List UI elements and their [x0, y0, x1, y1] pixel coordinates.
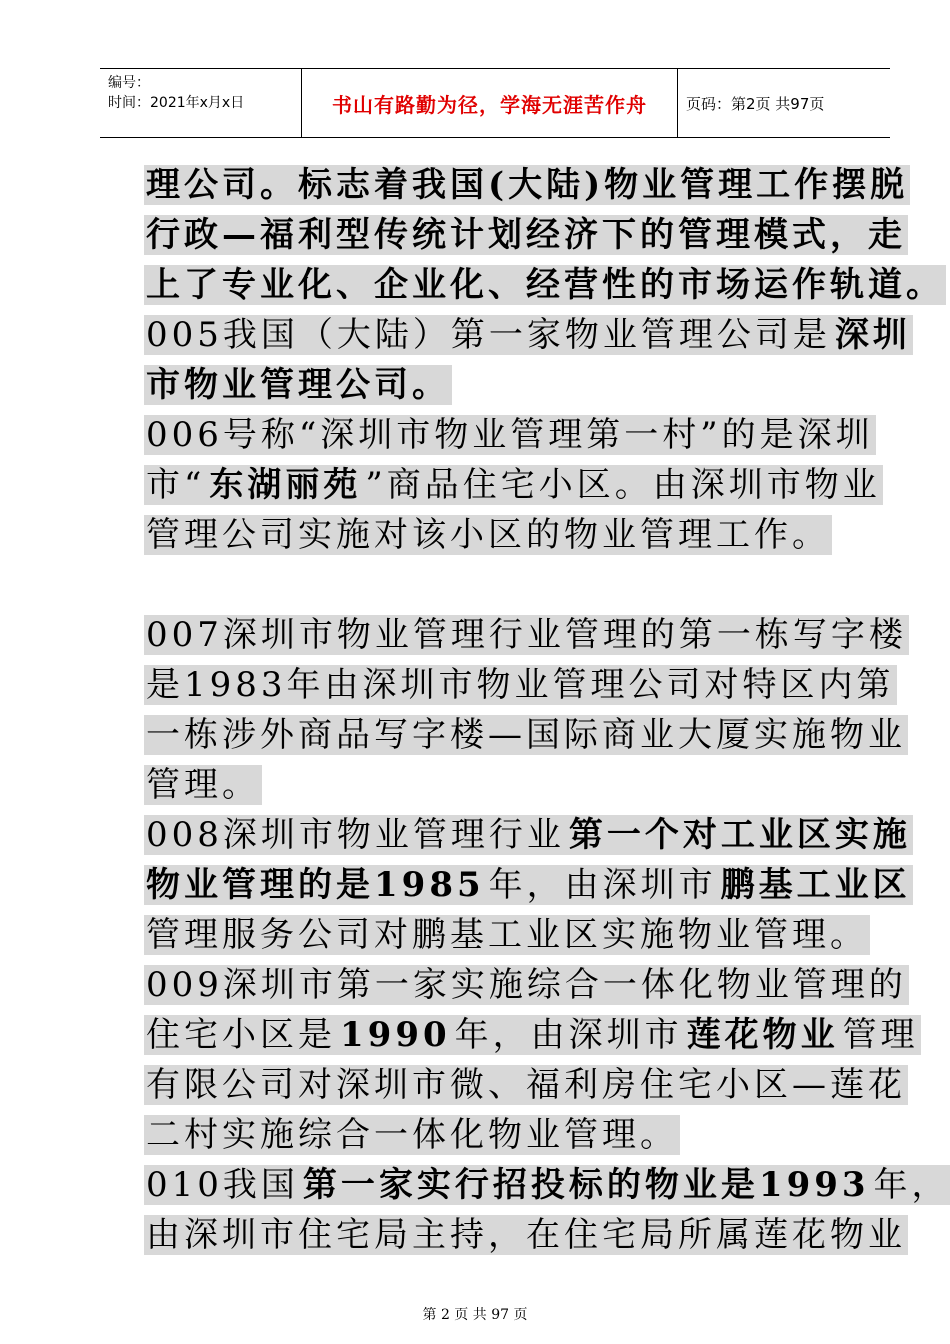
item-005: 005我国（大陆）第一家物业管理公司是 深圳	[146, 315, 911, 355]
text-line: 有限公司对深圳市微、福利房住宅小区—莲花	[146, 1065, 906, 1105]
item-008: 008深圳市物业管理行业 第一个对工业区实施	[146, 815, 911, 855]
text-line: 行政—福利型传统计划经济下的管理模式，走	[146, 215, 906, 255]
page-footer: 第 2 页 共 97 页	[422, 1307, 528, 1323]
time-label: 时间：2021年x月x日	[108, 95, 245, 111]
text-line: 理公司。标志着我国(大陆)物业管理工作摆脱	[146, 165, 909, 205]
text-line: 是1983年由深圳市物业管理公司对特区内第	[146, 665, 895, 705]
text-line: 管理公司实施对该小区的物业管理工作。	[146, 515, 830, 555]
text-line: 市“ 东湖丽苑 ”商品住宅小区。由深圳市物业	[146, 465, 881, 505]
text-line: 市物业管理公司。	[146, 365, 450, 405]
text-line: 物业管理的是1985 年，由深圳市 鹏基工业区	[146, 865, 911, 905]
item-007: 007深圳市物业管理行业管理的第一栋写字楼	[146, 615, 907, 655]
text-line: 上了专业化、企业化、经营性的市场运作轨道。	[146, 265, 944, 305]
text-line: 一栋涉外商品写字楼—国际商业大厦实施物业	[146, 715, 906, 755]
document-body	[144, 160, 950, 1260]
item-009: 009深圳市第一家实施综合一体化物业管理的	[146, 965, 907, 1005]
header-meta	[100, 69, 302, 137]
header-motto: 书山有路勤为径，学海无涯苦作舟	[302, 69, 678, 137]
code-label: 编号：	[108, 75, 150, 91]
item-010: 010我国 第一家实行招投标的物业是1993 年，	[146, 1165, 950, 1205]
header-page-info: 页码：第2页 共97页	[686, 94, 825, 113]
text-line: 管理服务公司对鹏基工业区实施物业管理。	[146, 915, 868, 955]
text-line: 住宅小区是 1990 年，由深圳市 莲花物业 管理	[146, 1015, 919, 1055]
item-006: 006号称“深圳市物业管理第一村”的是深圳	[146, 415, 874, 455]
text-line: 由深圳市住宅局主持，在住宅局所属莲花物业	[146, 1215, 906, 1255]
page-header	[100, 68, 890, 138]
text-line: 二村实施综合一体化物业管理。	[146, 1115, 678, 1155]
text-line: 管理。	[146, 765, 260, 805]
